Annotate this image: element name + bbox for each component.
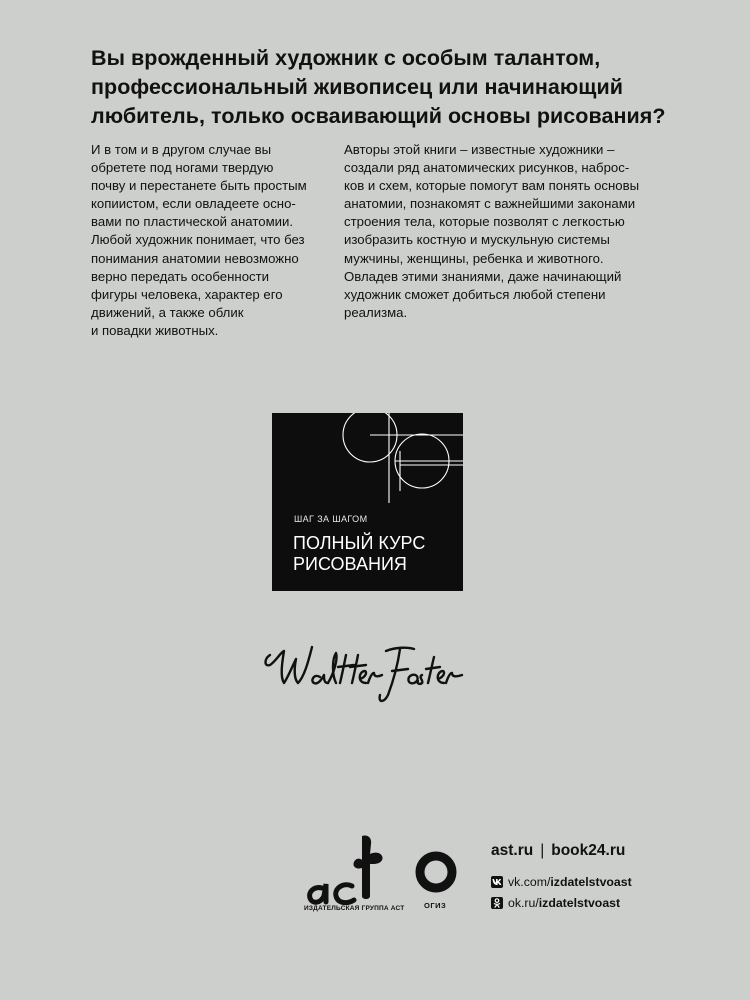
headline-line: Вы врожденный художник с особым талантом, — [91, 46, 601, 70]
ok-prefix: ok.ru/ — [508, 896, 539, 910]
vk-link[interactable] — [491, 875, 632, 889]
left-column-text — [91, 141, 381, 340]
vk-prefix: vk.com/ — [508, 875, 551, 889]
series-label: ШАГ ЗА ШАГОМ — [294, 514, 368, 524]
text-line: реализма. — [344, 304, 408, 320]
ok-handle: izdatelstvoast — [538, 896, 621, 910]
text-line: вами по пластической анатомии. — [91, 214, 294, 230]
course-title — [293, 533, 463, 575]
ast-caption: ИЗДАТЕЛЬСКАЯ ГРУППА АСТ — [304, 905, 405, 912]
text-line: верно передать особенности — [91, 268, 270, 284]
text-line: понимания анатомии невозможно — [91, 250, 299, 266]
site-link-book24[interactable]: book24.ru — [551, 842, 626, 859]
text-line: мужчины, женщины, ребенка и животного. — [344, 250, 604, 266]
vk-handle: izdatelstvoast — [550, 875, 632, 889]
website-links — [491, 842, 625, 860]
headline — [91, 44, 691, 131]
text-line: художник сможет добиться любой степени — [344, 286, 606, 302]
text-line: почву и перестанете быть простым — [91, 178, 307, 194]
text-line: строения тела, которые позволят с легкостью — [344, 214, 625, 230]
text-line: Любой художник понимает, что без — [91, 232, 305, 248]
text-line: движений, а также облик — [91, 304, 244, 320]
text-line: ков и схем, которые помогут вам понять основы — [344, 178, 640, 194]
text-line: И в том и в другом случае вы — [91, 142, 272, 157]
site-separator: | — [540, 842, 545, 859]
ast-publisher-logo — [300, 830, 400, 916]
text-line: Авторы этой книги – известные художники – — [344, 142, 615, 157]
text-line: анатомии, познакомят с важнейшими законами — [344, 196, 636, 212]
ogiz-caption: ОГИЗ — [424, 901, 447, 910]
course-title-line: РИСОВАНИЯ — [293, 554, 407, 574]
ok-icon — [491, 897, 503, 909]
ogiz-publisher-logo — [413, 848, 459, 896]
text-line: обретете под ногами твердую — [91, 160, 274, 176]
headline-line: профессиональный живописец или начинающий — [91, 75, 624, 99]
course-title-line: ПОЛНЫЙ КУРС — [293, 533, 426, 553]
right-column-text — [344, 141, 640, 322]
text-line: копиистом, если овладеете осно- — [91, 196, 296, 212]
walter-foster-signature-logo — [262, 633, 472, 713]
course-series-logo — [272, 413, 463, 591]
headline-line: любитель, только осваивающий основы рисования? — [91, 104, 666, 128]
text-line: изобразить костную и мускульную системы — [344, 232, 610, 248]
site-link-ast[interactable]: ast.ru — [491, 842, 534, 859]
text-line: фигуры человека, характер его — [91, 286, 283, 302]
text-line: и повадки животных. — [91, 322, 219, 338]
ok-link[interactable] — [491, 896, 620, 910]
vk-icon — [491, 876, 503, 888]
text-line: Овладев этими знаниями, даже начинающий — [344, 268, 622, 284]
text-line: создали ряд анатомических рисунков, наброс- — [344, 160, 630, 176]
